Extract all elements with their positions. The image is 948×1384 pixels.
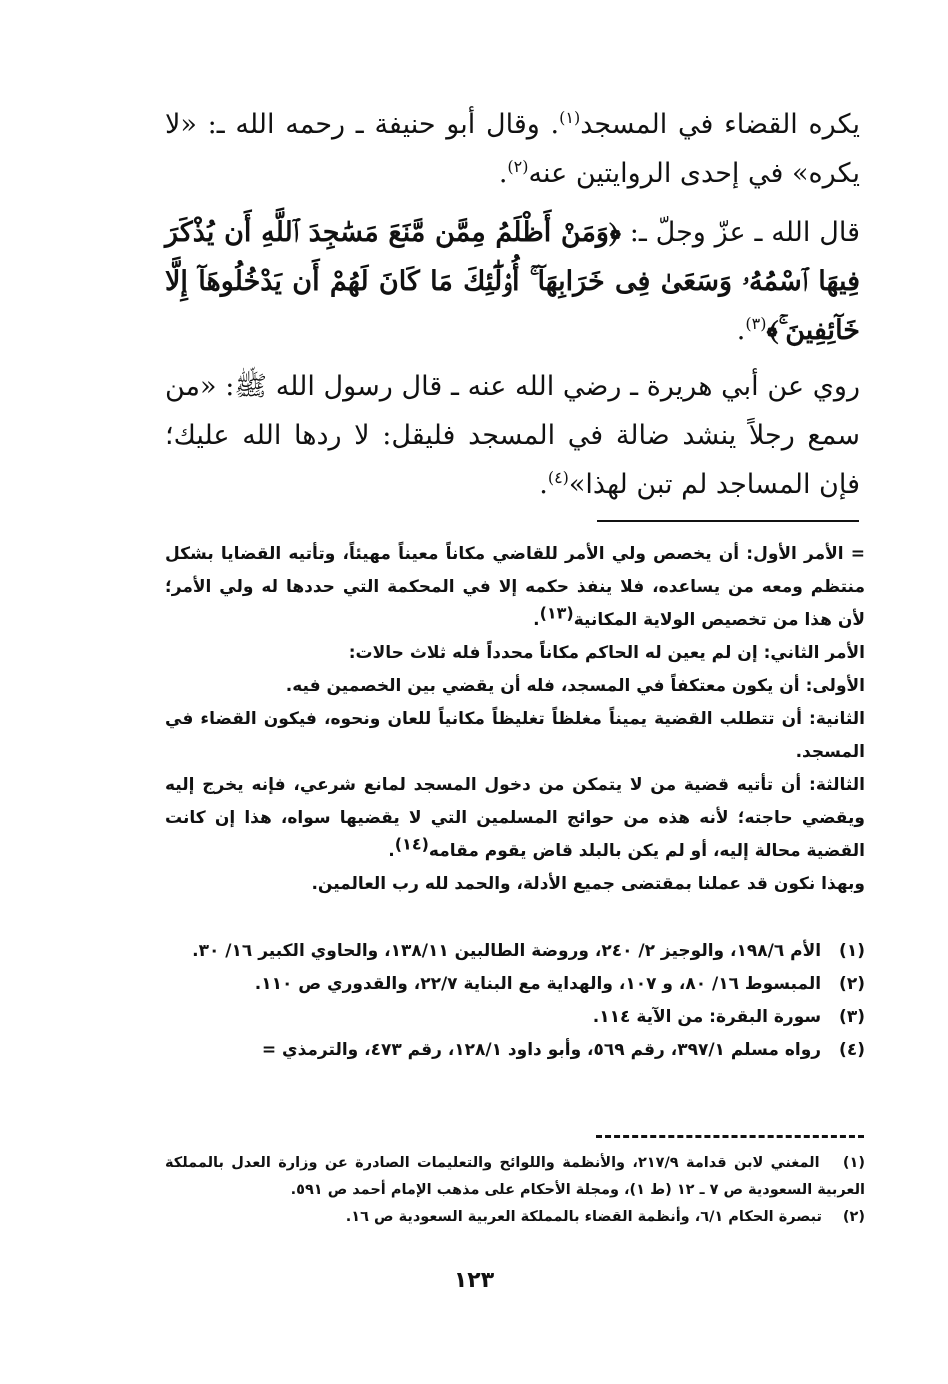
footnote-ref[interactable]: (١٣) [539,603,574,623]
footnote-ref[interactable]: (٤) [547,468,569,487]
term: الأمر الثاني: [763,643,865,663]
editor-notes-separator [596,1135,864,1138]
text: أن يكون معتكفاً في المسجد، فله أن يقضي بين الخصمين فيه. [285,676,800,696]
footnote-text: المبسوط ١٦/ ٨٠، و ١٠٧، والهداية مع البناية ٢٢/٧، والقدوري ص ١١٠. [254,974,822,994]
continuation-line [165,637,865,670]
footnote-ref[interactable]: (٢) [507,157,529,176]
text: أن تتطلب القضية يميناً مغلظاً تغليظاً مكانياً للعان ونحوه، فيكون القضاء في المسجد. [165,709,865,762]
continuation-line [165,769,865,868]
editor-notes [165,1150,865,1231]
paragraph-3 [165,362,860,509]
text: . [533,610,540,630]
footnote-separator [597,520,859,522]
text: . [539,469,548,500]
text: قال الله ـ عزّ وجلّ ـ: [620,217,860,248]
footnote-text: المغني لابن قدامة ٢١٧/٩، والأنظمة واللوائح والتعليمات الصادرة عن وزارة العدل بالمملكة العربية السعودية ص ٧ ـ ١٢ (ط ١)، ومجلة الأحكام على مذهب الإمام أحمد ص ٥٩١. [165,1155,865,1198]
term: الأمر الأول: [746,544,844,564]
continuation-line: وبهذا نكون قد عملنا بمقتضى جميع الأدلة، والحمد لله رب العالمين. [311,874,865,894]
footnote-list [165,935,865,1067]
footnote-number: (٣) [839,1007,865,1027]
footnote-ref[interactable]: (١) [559,108,581,127]
text: إن لم يعين له الحاكم مكاناً محدداً فله ثلاث حالات: [348,643,758,663]
footnote-text: سورة البقرة: من الآية ١١٤. [592,1007,822,1027]
footnote-4 [165,1034,865,1067]
footnote-ref[interactable]: (٣) [745,314,767,333]
term: الثالثة: [809,775,866,795]
footnote-continuation [165,538,865,901]
term: الأولى: [805,676,865,696]
footnote-text: تبصرة الحكام ٦/١، وأنظمة القضاء بالمملكة العربية السعودية ص ١٦. [345,1209,822,1225]
editor-note-2 [165,1204,865,1231]
footnote-text: رواه مسلم ٣٩٧/١، رقم ٥٦٩، وأبو داود ١٢٨/١، رقم ٤٧٣، والترمذي = [261,1040,822,1060]
footnote-number: (١) [842,1155,865,1171]
text: يكره القضاء في المسجد [580,109,861,140]
editor-note-1 [165,1150,865,1204]
text: . وقال أبو حنيفة ـ رحمه الله ـ: «لا يكره» في إحدى الروايتين عنه [165,109,860,189]
quran-verse: ﴿وَمَنْ أَظْلَمُ مِمَّن مَّنَعَ مَسَٰجِدَ ٱللَّهِ أَن يُذْكَرَ فِيهَا ٱسْمُهُۥ وَسَعَىٰ فِى خَرَابِهَآ ۚ أُو۟لَٰٓئِكَ مَا كَانَ لَهُمْ أَن يَدْخُلُوهَآ إِلَّا خَآئِفِينَ ۚ﴾ [165,217,860,346]
term: الثانية: [809,709,865,729]
footnote-text: الأم ١٩٨/٦، والوجيز ٢/ ٢٤٠، وروضة الطالبين ١٣٨/١١، والحاوي الكبير ١٦/ ٣٠. [192,941,822,961]
continuation-marker: = [850,544,866,564]
footnote-1 [165,935,865,968]
text: روي عن أبي هريرة ـ رضي الله عنه ـ قال رسول الله ﷺ: «من سمع رجلاً ينشد ضالة في المسجد فليقل: لا ردها الله عليك؛ فإن المساجد لم تبن لهذا» [165,371,860,500]
footnote-number: (٢) [839,974,865,994]
paragraph-2 [165,208,860,355]
text: أن يخصص ولي الأمر للقاضي مكاناً معيناً مهيئاً، وتأتيه القضايا بشكل منتظم ومعه من يساعده، فلا ينفذ حكمه إلا في المحكمة التي حددها له ولي الأمر؛ لأن هذا من تخصيص الولاية المكانية [165,544,865,630]
text: أن تأتيه قضية من لا يتمكن من دخول المسجد لمانع شرعي، فإنه يخرج إليه ويقضي حاجته؛ لأنه هذه من حوائج المسلمين التي لا يقضيها سواه، هذا إن كانت القضية محالة إليه، أو لم يكن بالبلد قاض يقوم مقامه [165,775,865,861]
footnote-number: (١) [839,941,865,961]
paragraph-1 [165,100,860,198]
footnote-ref[interactable]: (١٤) [394,834,429,854]
page-number: ١٢٣ [453,1268,495,1293]
footnote-number: (٤) [839,1040,865,1060]
text: . [736,315,746,346]
text: . [388,841,395,861]
continuation-line [165,670,865,703]
footnote-3 [165,1001,865,1034]
footnote-2 [165,968,865,1001]
continuation-line [165,538,865,637]
continuation-line [165,703,865,769]
text: . [498,158,508,189]
footnote-number: (٢) [842,1209,865,1225]
